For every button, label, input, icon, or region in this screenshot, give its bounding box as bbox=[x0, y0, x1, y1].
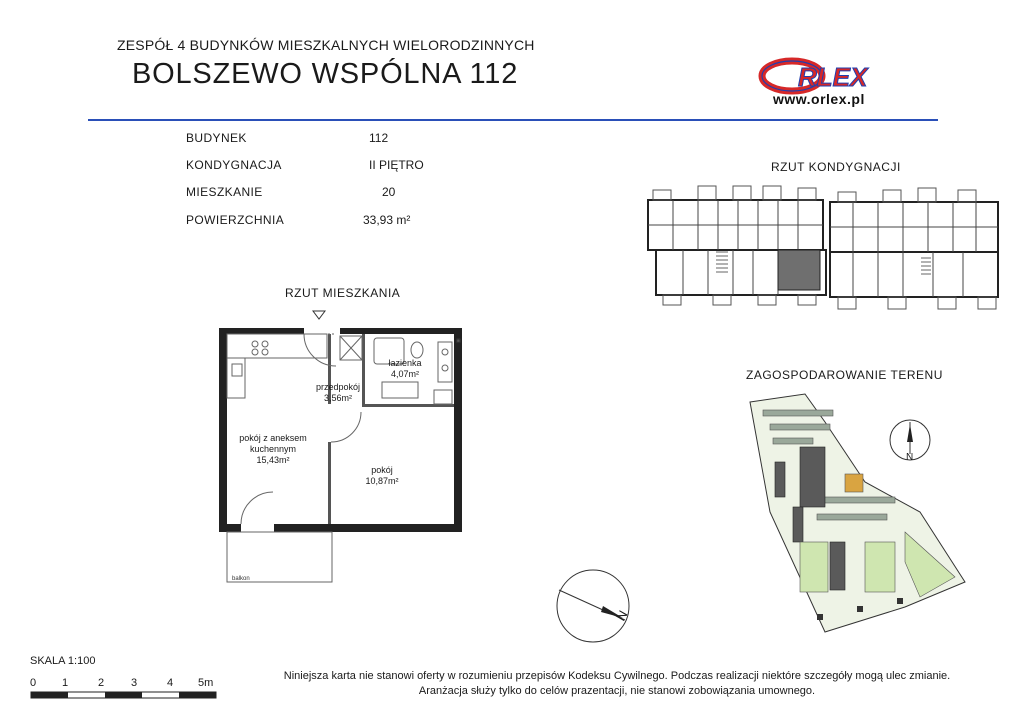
scale-tick-1: 1 bbox=[62, 677, 69, 689]
project-title: BOLSZEWO WSPÓLNA 112 bbox=[132, 58, 519, 90]
info-value-building: 112 bbox=[369, 131, 389, 145]
disclaimer-line-1: Niniejsza karta nie stanowi oferty w rozumieniu przepisów Kodeksu Cywilnego. Podczas realizacji niektóre szczegóły mogą ulec zmianie. bbox=[283, 670, 951, 682]
disclaimer bbox=[247, 669, 987, 699]
info-label-floor: KONDYGNACJA bbox=[186, 158, 282, 172]
room-area-hall: 3,56m² bbox=[323, 393, 352, 403]
room-name-room: pokój bbox=[371, 465, 393, 475]
svg-text:▣: ▣ bbox=[456, 338, 461, 344]
room-name-living-kitchen-1: pokój z aneksem bbox=[239, 433, 307, 443]
site-plan-drawing bbox=[745, 392, 970, 642]
compass-north-label: N bbox=[612, 607, 631, 624]
scale-tick-5: 5m bbox=[198, 677, 214, 689]
room-area-living-kitchen: 15,43m² bbox=[256, 455, 290, 465]
info-label-building: BUDYNEK bbox=[186, 131, 247, 145]
logo-wordmark: RLEX bbox=[798, 62, 868, 92]
entrance-arrow-icon bbox=[312, 310, 326, 320]
room-label-room bbox=[352, 465, 412, 487]
scale-bar bbox=[30, 690, 220, 700]
room-name-hall: przedpokój bbox=[315, 382, 361, 392]
info-value-floor: II PIĘTRO bbox=[369, 158, 424, 172]
info-label-apartment: MIESZKANIE bbox=[186, 185, 263, 199]
room-area-room: 10,87m² bbox=[365, 476, 399, 486]
room-name-living-kitchen-2: kuchennym bbox=[249, 444, 297, 454]
site-plan-title: ZAGOSPODAROWANIE TERENU bbox=[746, 368, 943, 382]
room-label-living-kitchen bbox=[230, 433, 316, 466]
info-label-area: POWIERZCHNIA bbox=[186, 213, 285, 227]
building-block bbox=[800, 447, 825, 507]
project-subtitle: ZESPÓŁ 4 BUDYNKÓW MIESZKALNYCH WIELORODZINNYCH bbox=[117, 37, 535, 53]
room-label-bathroom bbox=[375, 358, 435, 380]
brand-url[interactable]: www.orlex.pl bbox=[773, 91, 865, 107]
apartment-plan-title: RZUT MIESZKANIA bbox=[285, 286, 401, 300]
north-compass-icon bbox=[555, 568, 635, 648]
header-divider bbox=[88, 119, 938, 121]
room-label-hall bbox=[308, 382, 368, 404]
scale-tick-3: 3 bbox=[131, 677, 138, 689]
floor-plan-title: RZUT KONDYGNACJI bbox=[771, 160, 901, 174]
scale-tick-0: 0 bbox=[30, 677, 37, 689]
room-name-bathroom: łazienka bbox=[388, 358, 422, 368]
info-value-apartment: 20 bbox=[382, 185, 396, 199]
room-area-bathroom: 4,07m² bbox=[390, 369, 419, 379]
info-value-area: 33,93 m² bbox=[363, 213, 411, 227]
scale-tick-2: 2 bbox=[98, 677, 105, 689]
disclaimer-line-2: Aranżacja służy tylko do celów prazentacji, nie stanowi zobowiązania umownego. bbox=[418, 685, 816, 697]
floor-plan-drawing bbox=[638, 180, 1013, 320]
highlighted-apartment bbox=[778, 250, 820, 290]
site-north-label: N bbox=[906, 452, 914, 463]
balcony-label: balkon bbox=[232, 576, 250, 582]
scale-tick-4: 4 bbox=[167, 677, 174, 689]
scale-label: SKALA 1:100 bbox=[30, 655, 96, 667]
